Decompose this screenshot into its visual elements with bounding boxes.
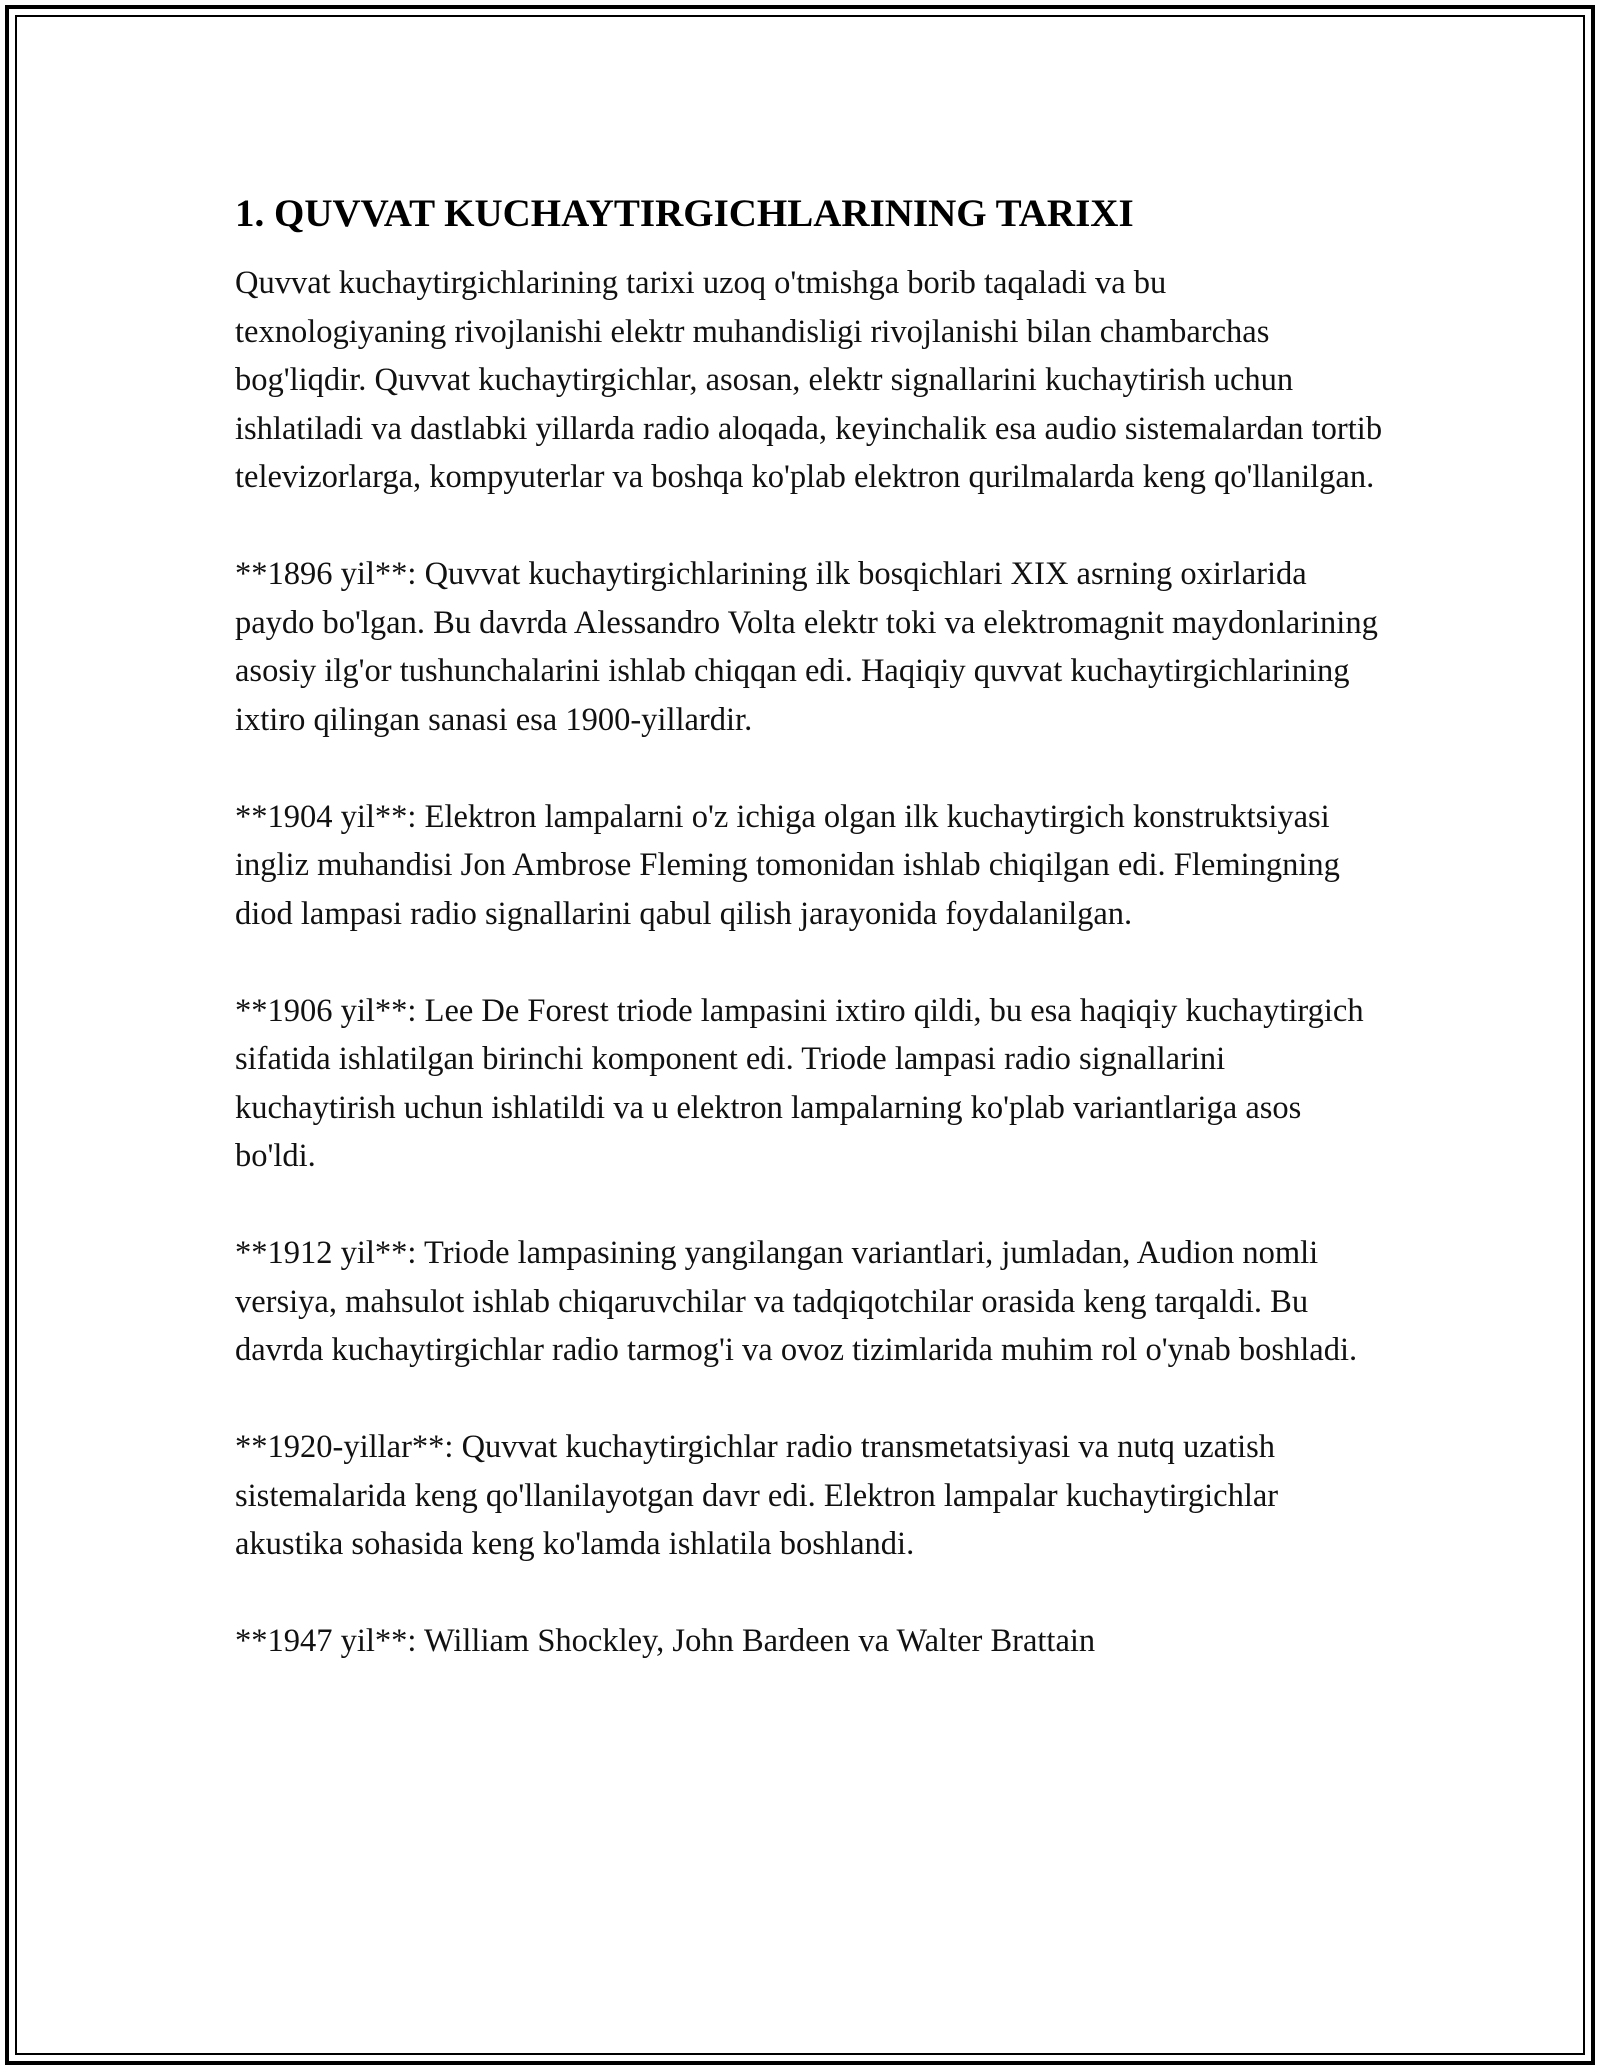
document-title: 1. QUVVAT KUCHAYTIRGICHLARINING TARIXI bbox=[235, 192, 1134, 235]
paragraph-1912: **1912 yil**: Triode lampasining yangilangan variantlari, jumladan, Audion nomli versiya, mahsulot ishlab chiqaruvchilar va tadqiqotchilar orasida keng tarqaldi. Bu davrda kuchaytirgichlar radio tarmog'i va ovoz tizimlarida muhim rol o'ynab boshladi. bbox=[235, 1235, 1358, 1368]
paragraph-1947: **1947 yil**: William Shockley, John Bardeen va Walter Brattain bbox=[235, 1623, 1096, 1659]
paragraph-1904: **1904 yil**: Elektron lampalarni o'z ichiga olgan ilk kuchaytirgich konstruktsiyasi ingliz muhandisi Jon Ambrose Fleming tomonidan ishlab chiqilgan edi. Flemingning diod lampasi radio signallarini qabul qilish jarayonida foydalanilgan. bbox=[235, 798, 1340, 932]
paragraph-1896: **1896 yil**: Quvvat kuchaytirgichlarining ilk bosqichlari XIX asrning oxirlarida paydo bo'lgan. Bu davrda Alessandro Volta elektr toki va elektromagnit maydonlarining asosiy ilg'or tushunchalarini ishlab chiqqan edi. Haqiqiy quvvat kuchaytirgichlarining ixtiro qilingan sanasi esa 1900-yillardir. bbox=[235, 556, 1378, 738]
document-body bbox=[235, 185, 1385, 1714]
paragraph-1920s: **1920-yillar**: Quvvat kuchaytirgichlar radio transmetatsiyasi va nutq uzatish sistemalarida keng qo'llanilayotgan davr edi. Elektron lampalar kuchaytirgichlar akustika sohasida keng ko'lamda ishlatila boshlandi. bbox=[235, 1429, 1279, 1562]
paragraph-1906: **1906 yil**: Lee De Forest triode lampasini ixtiro qildi, bu esa haqiqiy kuchaytirgich sifatida ishlatilgan birinchi komponent edi. Triode lampasi radio signallarini kuchaytirish uchun ishlatildi va u elektron lampalarning ko'plab variantlariga asos bo'ldi. bbox=[235, 992, 1364, 1174]
paragraph-intro: Quvvat kuchaytirgichlarining tarixi uzoq o'tmishga borib taqaladi va bu texnologiyaning rivojlanishi elektr muhandisligi rivojlanishi bilan chambarchas bog'liqdir. Quvvat kuchaytirgichlar, asosan, elektr signallarini kuchaytirish uchun ishlatiladi va dastlabki yillarda radio aloqada, keyinchalik esa audio sistemalardan tortib televizorlarga, kompyuterlar va boshqa ko'plab elektron qurilmalarda keng qo'llanilgan. bbox=[235, 265, 1383, 495]
